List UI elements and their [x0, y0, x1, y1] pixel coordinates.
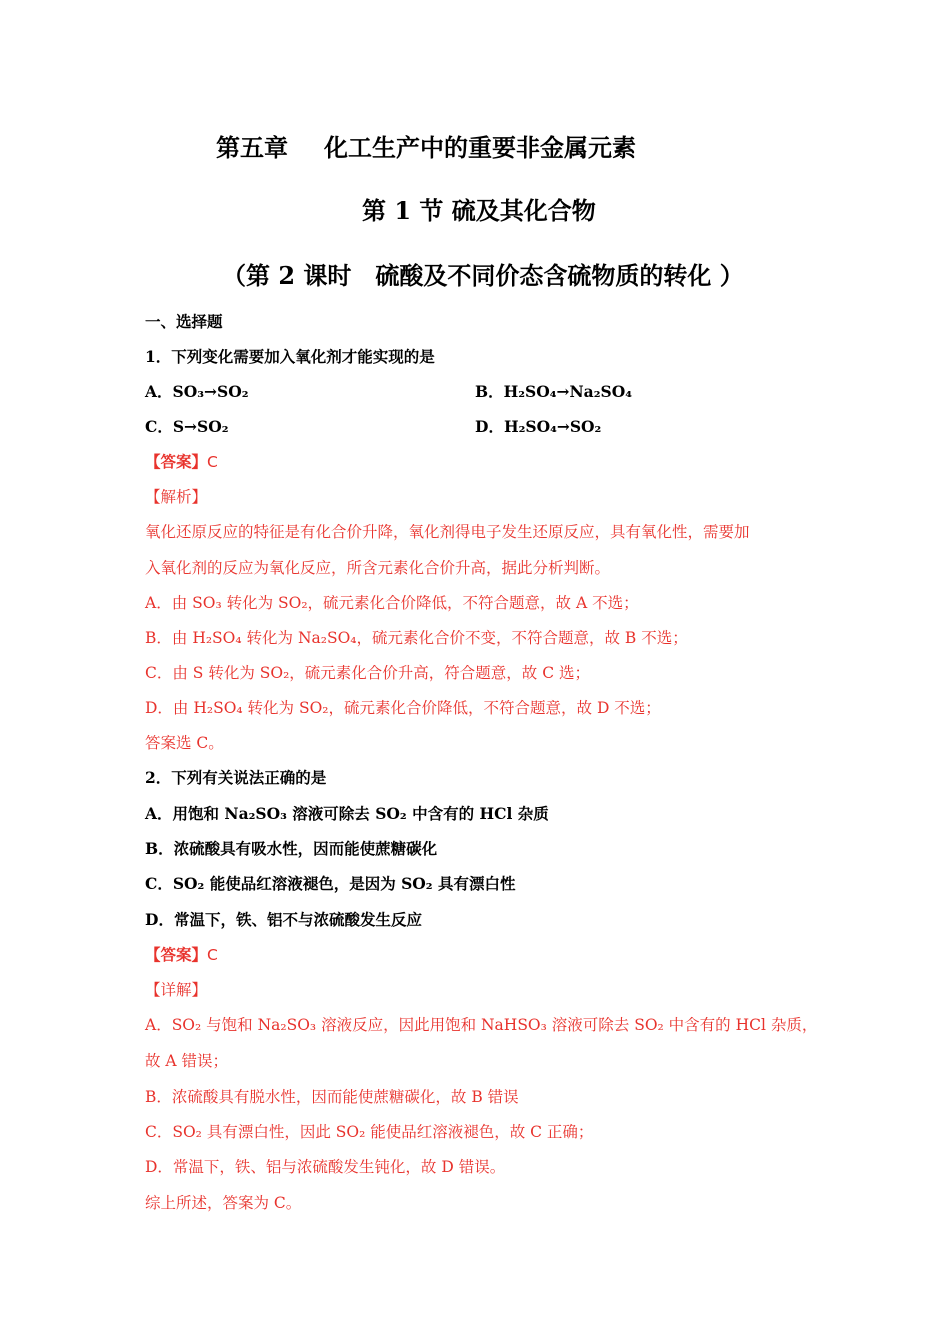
q1-analysis-line: C．由 S 转化为 SO₂，硫元素化合价升高，符合题意，故 C 选；	[145, 664, 591, 682]
q2-analysis-line: B．浓硫酸具有脱水性，因而能使蔗糖碳化，故 B 错误	[145, 1088, 519, 1106]
q1-option-d: D．H₂SO₄→SO₂	[475, 417, 602, 436]
q1-analysis-line: B．由 H₂SO₄ 转化为 Na₂SO₄，硫元素化合价不变，不符合题意，故 B 不选；	[145, 629, 688, 647]
q1-analysis-line: 氧化还原反应的特征是有化合价升降，氧化剂得电子发生还原反应，具有氧化性，需要加	[145, 523, 750, 541]
part-heading: 一、选择题	[145, 312, 223, 331]
q1-option-a: A．SO₃→SO₂	[145, 382, 249, 401]
q2-analysis-line: 故 A 错误；	[145, 1052, 229, 1070]
q2-option-c: C．SO₂ 能使品红溶液褪色，是因为 SO₂ 具有漂白性	[145, 874, 516, 893]
q2-analysis-label: 【详解】	[145, 981, 208, 999]
section-heading: 第 1 节 硫及其化合物	[362, 196, 596, 225]
q2-answer	[145, 945, 218, 965]
q1-answer	[145, 452, 218, 472]
q2-answer-value: C	[207, 946, 218, 964]
chapter-title: 化工生产中的重要非金属元素	[324, 133, 636, 162]
q1-analysis-line: 入氧化剂的反应为氧化反应，所含元素化合价升高，据此分析判断。	[145, 559, 611, 577]
q2-stem: 2．下列有关说法正确的是	[145, 768, 327, 787]
q1-analysis-label: 【解析】	[145, 488, 208, 506]
q2-analysis-line: 综上所述，答案为 C。	[145, 1194, 302, 1212]
lesson-heading: （第 2 课时 硫酸及不同价态含硫物质的转化 ）	[222, 261, 744, 290]
q1-stem: 1．下列变化需要加入氧化剂才能实现的是	[145, 347, 435, 366]
chapter-number: 第五章	[216, 133, 288, 162]
q2-analysis-line: C．SO₂ 具有漂白性，因此 SO₂ 能使品红溶液褪色，故 C 正确；	[145, 1123, 594, 1141]
q2-analysis-line: A．SO₂ 与饱和 Na₂SO₃ 溶液反应，因此用饱和 NaHSO₃ 溶液可除去 SO₂ 中含有的 HCl 杂质，	[145, 1016, 818, 1034]
chapter-heading	[216, 128, 636, 163]
q2-option-d: D．常温下，铁、铝不与浓硫酸发生反应	[145, 910, 422, 929]
q1-analysis-line: D．由 H₂SO₄ 转化为 SO₂，硫元素化合价降低，不符合题意，故 D 不选；	[145, 699, 661, 717]
q2-analysis-line: D．常温下，铁、铝与浓硫酸发生钝化，故 D 错误。	[145, 1158, 506, 1176]
q2-option-a: A．用饱和 Na₂SO₃ 溶液可除去 SO₂ 中含有的 HCl 杂质	[145, 804, 549, 823]
q1-answer-value: C	[207, 453, 218, 471]
q1-analysis-line: A．由 SO₃ 转化为 SO₂，硫元素化合价降低，不符合题意，故 A 不选；	[145, 594, 639, 612]
q1-option-c: C．S→SO₂	[145, 417, 229, 436]
q1-answer-label: 【答案】	[145, 452, 208, 471]
q2-answer-label: 【答案】	[145, 945, 208, 964]
q2-option-b: B．浓硫酸具有吸水性，因而能使蔗糖碳化	[145, 839, 438, 858]
q1-analysis-line: 答案选 C。	[145, 734, 224, 752]
q1-option-b: B．H₂SO₄→Na₂SO₄	[475, 382, 632, 401]
